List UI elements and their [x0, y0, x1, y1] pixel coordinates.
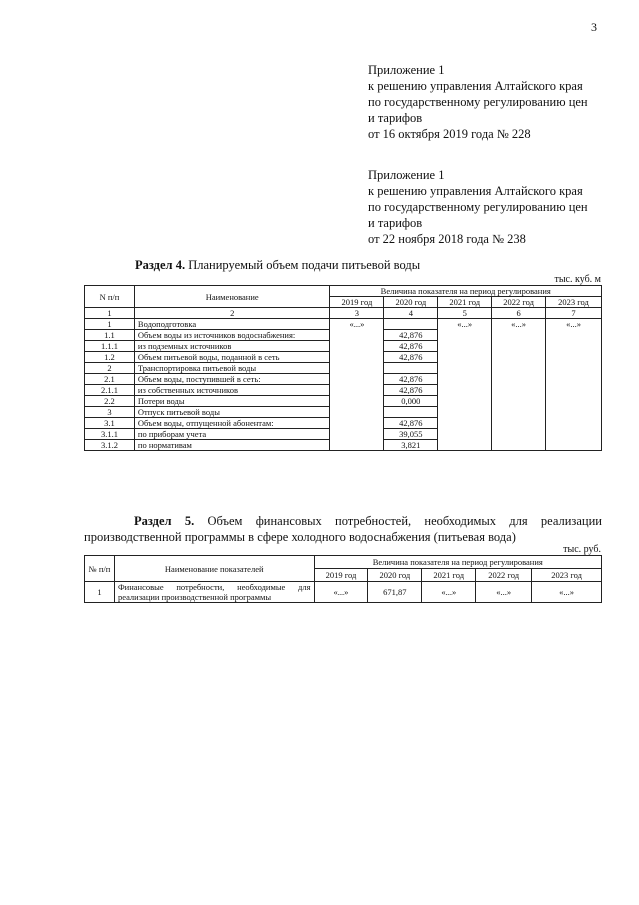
value-2020: 3,821 [384, 440, 438, 451]
header-num: № п/п [85, 556, 115, 582]
header-year: 2023 год [546, 297, 602, 308]
header-year: 2023 год [532, 569, 602, 582]
section4-unit: тыс. куб. м [554, 274, 601, 285]
header-period: Величина показателя на период регулирования [314, 556, 601, 569]
col-number: 7 [546, 308, 602, 319]
row-num: 1.1 [85, 330, 135, 341]
row-num: 2.2 [85, 396, 135, 407]
row-name: Объем воды, отпущенной абонентам: [134, 418, 330, 429]
row-name: Транспортировка питьевой воды [134, 363, 330, 374]
row-num: 3 [85, 407, 135, 418]
value-2020: 0,000 [384, 396, 438, 407]
section5-title-text: Объем финансовых потребностей, необходимых для реализации производственной программы в сфере холодного водоснабжения (питьевая вода) [84, 514, 602, 544]
appendix-line: и тарифов [368, 111, 423, 125]
value-2023: «...» [532, 582, 602, 603]
row-name: из подземных источников [134, 341, 330, 352]
value-2020: 42,876 [384, 418, 438, 429]
section4-title-bold: Раздел 4. [135, 258, 186, 272]
section5-title [84, 513, 602, 545]
financial-needs-table [84, 555, 602, 603]
row-num: 2 [85, 363, 135, 374]
value-2020: 42,876 [384, 374, 438, 385]
value-2021: «...» [422, 582, 476, 603]
section4-title [135, 258, 420, 273]
col-number: 2 [134, 308, 330, 319]
row-name: Финансовые потребности, необходимые для реализации производственной программы [114, 582, 314, 603]
value-2023: «...» [546, 319, 602, 451]
header-year: 2022 год [492, 297, 546, 308]
row-name: Потери воды [134, 396, 330, 407]
section4-title-text: Планируемый объем подачи питьевой воды [185, 258, 421, 272]
row-num: 1.1.1 [85, 341, 135, 352]
row-num: 3.1 [85, 418, 135, 429]
col-number: 6 [492, 308, 546, 319]
header-year: 2021 год [438, 297, 492, 308]
row-name: Отпуск питьевой воды [134, 407, 330, 418]
header-period: Величина показателя на период регулирования [330, 286, 602, 297]
col-number: 5 [438, 308, 492, 319]
water-volume-table [84, 285, 602, 451]
table-row [85, 319, 602, 330]
row-num: 1 [85, 582, 115, 603]
header-year: 2022 год [476, 569, 532, 582]
section5-title-bold: Раздел 5. [134, 514, 195, 528]
value-2020: 42,876 [384, 341, 438, 352]
row-name: Объем воды из источников водоснабжения: [134, 330, 330, 341]
header-year: 2020 год [384, 297, 438, 308]
row-num: 3.1.1 [85, 429, 135, 440]
row-name: Объем воды, поступившей в сеть: [134, 374, 330, 385]
row-num: 2.1 [85, 374, 135, 385]
value-2022: «...» [492, 319, 546, 451]
value-2020 [384, 363, 438, 374]
row-name: из собственных источников [134, 385, 330, 396]
header-num: N п/п [85, 286, 135, 308]
appendix-line: по государственному регулированию цен [368, 95, 588, 109]
value-2020 [384, 319, 438, 330]
appendix-block-new [368, 62, 588, 142]
col-number: 4 [384, 308, 438, 319]
appendix-line: по государственному регулированию цен [368, 200, 588, 214]
header-year: 2020 год [368, 569, 422, 582]
row-name: Водоподготовка [134, 319, 330, 330]
appendix-line: и тарифов [368, 216, 423, 230]
header-name: Наименование показателей [114, 556, 314, 582]
table-row [85, 582, 602, 603]
appendix-block-old [368, 167, 588, 247]
page-number: 3 [591, 20, 597, 34]
row-num: 1 [85, 319, 135, 330]
section5-unit: тыс. руб. [563, 544, 601, 555]
value-2019: «...» [330, 319, 384, 451]
value-2022: «...» [476, 582, 532, 603]
header-year: 2019 год [314, 569, 368, 582]
appendix-line: Приложение 1 [368, 63, 445, 77]
appendix-line: к решению управления Алтайского края [368, 184, 583, 198]
appendix-line: к решению управления Алтайского края [368, 79, 583, 93]
value-2020 [384, 407, 438, 418]
value-2020: 42,876 [384, 330, 438, 341]
row-num: 1.2 [85, 352, 135, 363]
row-name: по приборам учета [134, 429, 330, 440]
appendix-line: от 22 ноября 2018 года № 238 [368, 232, 526, 246]
row-num: 3.1.2 [85, 440, 135, 451]
row-num: 2.1.1 [85, 385, 135, 396]
value-2020: 39,055 [384, 429, 438, 440]
appendix-line: Приложение 1 [368, 168, 445, 182]
header-year: 2021 год [422, 569, 476, 582]
value-2021: «...» [438, 319, 492, 451]
header-name: Наименование [134, 286, 330, 308]
header-year: 2019 год [330, 297, 384, 308]
value-2019: «...» [314, 582, 368, 603]
row-name: по нормативам [134, 440, 330, 451]
col-number: 3 [330, 308, 384, 319]
value-2020: 42,876 [384, 352, 438, 363]
value-2020: 671,87 [368, 582, 422, 603]
value-2020: 42,876 [384, 385, 438, 396]
col-number: 1 [85, 308, 135, 319]
appendix-line: от 16 октября 2019 года № 228 [368, 127, 531, 141]
row-name: Объем питьевой воды, поданной в сеть [134, 352, 330, 363]
